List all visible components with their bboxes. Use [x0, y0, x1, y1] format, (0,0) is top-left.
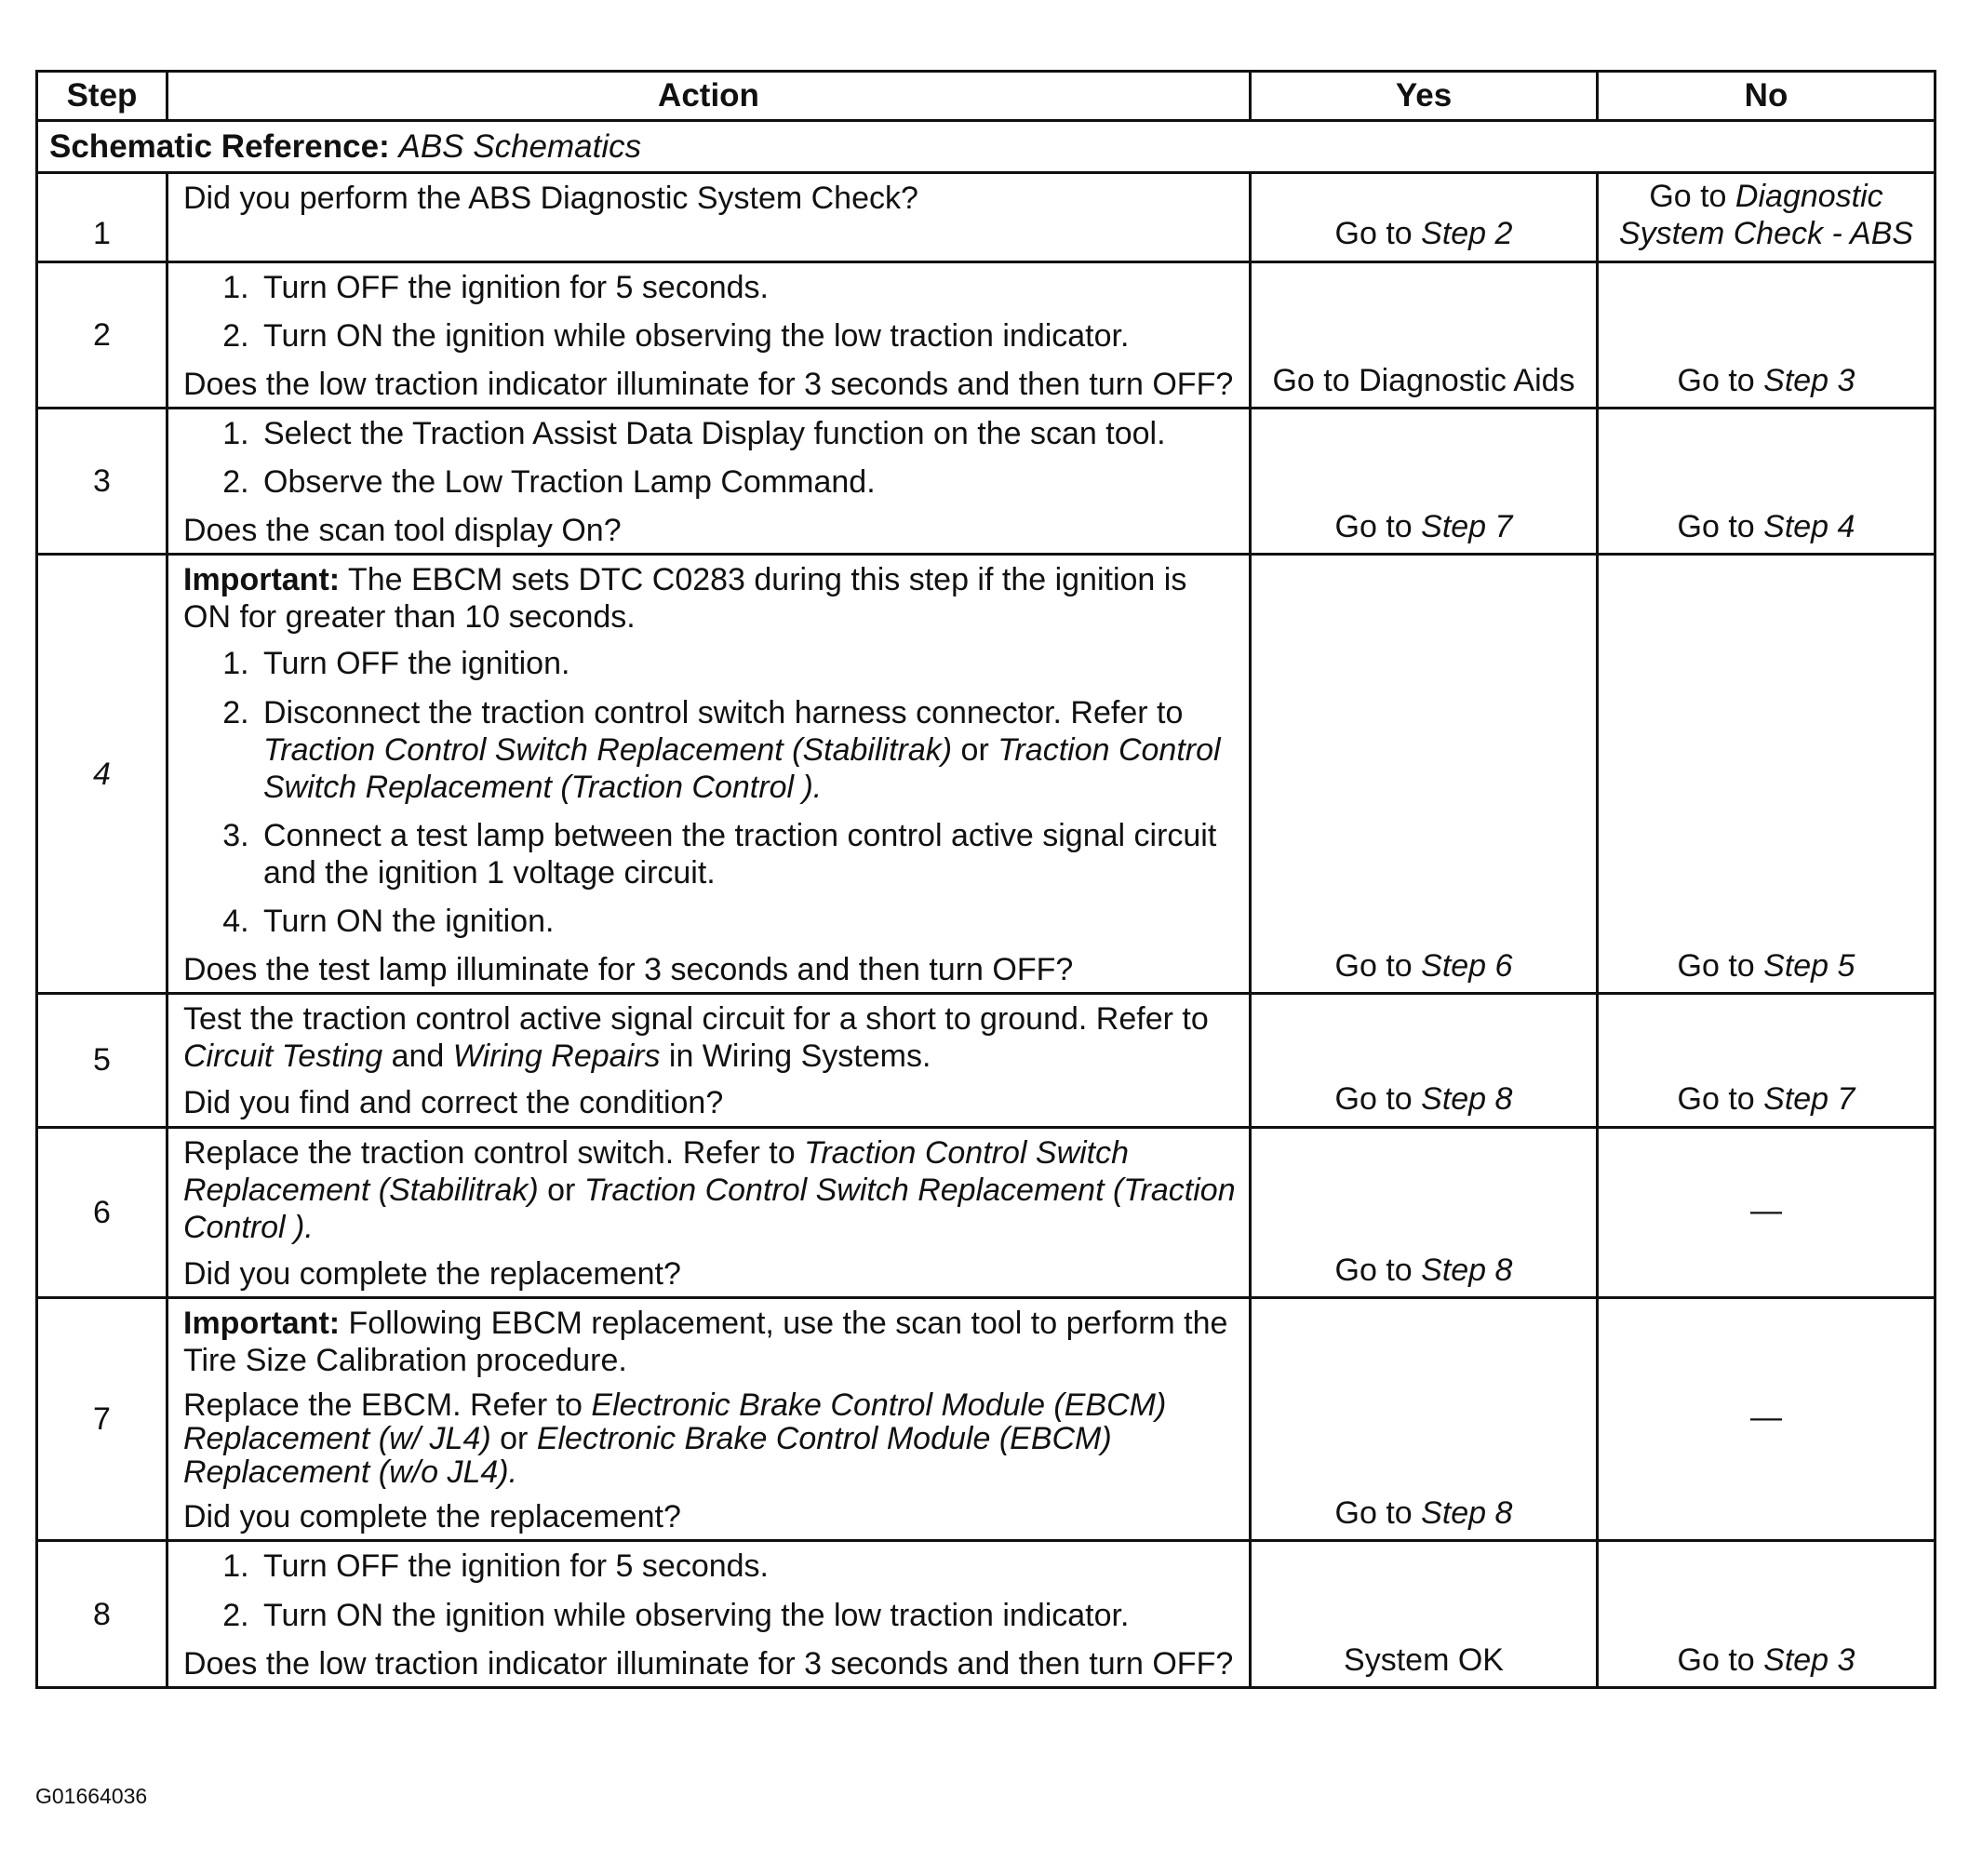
yes-prefix: Go to — [1334, 948, 1422, 985]
no-step-ref: Step 4 — [1763, 509, 1855, 545]
instruction-part: Replace the traction control switch. Refer to — [183, 1134, 805, 1171]
action-step: 1. Turn OFF the ignition for 5 seconds. — [258, 1548, 1241, 1585]
action-step: 2. Turn ON the ignition while observing the low traction indicator. — [258, 317, 1241, 355]
yes-step-ref: Step 8 — [1421, 1495, 1513, 1532]
no-cell — [1598, 408, 1936, 554]
yes-prefix: Go to — [1334, 1252, 1422, 1288]
no-step-ref: Step 5 — [1763, 948, 1855, 985]
no-step-ref: Step 3 — [1763, 1642, 1855, 1678]
no-prefix: Go to — [1649, 179, 1735, 215]
yes-cell — [1251, 1298, 1598, 1541]
step-number: 7 — [37, 1298, 167, 1541]
action-step: 2. Observe the Low Traction Lamp Command. — [258, 463, 1241, 501]
action-step: 1. Select the Traction Assist Data Display function on the scan tool. — [258, 415, 1241, 452]
action-cell — [167, 261, 1251, 408]
no-prefix: Go to — [1677, 362, 1764, 398]
no-prefix: Go to — [1677, 509, 1764, 545]
table-row-step-2 — [37, 261, 1936, 408]
instruction-part: Replace the EBCM. Refer to — [183, 1387, 592, 1424]
question: Did you find and correct the condition? — [183, 1085, 724, 1121]
question: Does the test lamp illuminate for 3 seconds and then turn OFF? — [183, 952, 1074, 988]
yes-step-ref: Step 7 — [1421, 509, 1513, 545]
table-row-step-1 — [37, 173, 1936, 261]
action-step: 1. Turn OFF the ignition for 5 seconds. — [258, 269, 1241, 306]
action-cell — [167, 1298, 1251, 1541]
yes-text: Go to Diagnostic Aids — [1272, 362, 1575, 398]
action-cell — [167, 1127, 1251, 1297]
step-number: 6 — [37, 1127, 167, 1297]
conjunction: or — [952, 731, 998, 768]
procedure-ref-link: Traction Control Switch Replacement (Traction Control ). — [183, 1172, 1236, 1245]
action-cell — [167, 1541, 1251, 1687]
action-step: 3. Connect a test lamp between the traction control active signal circuit and the ignition 1 voltage circuit. — [258, 817, 1241, 891]
yes-step-ref: Step 2 — [1421, 216, 1513, 252]
action-cell — [167, 994, 1251, 1127]
important-note — [183, 1305, 1241, 1379]
important-note — [183, 561, 1241, 636]
question: Did you complete the replacement? — [183, 1499, 681, 1535]
yes-cell — [1251, 1127, 1598, 1297]
no-cell — [1598, 261, 1936, 408]
procedure-ref-link: Traction Control Switch Replacement (Stabilitrak) — [183, 1134, 1130, 1208]
table-row-step-6 — [37, 1127, 1936, 1297]
action-step-text: Disconnect the traction control switch harness connector. Refer to — [263, 694, 1184, 730]
action-steps-list — [183, 1548, 1241, 1633]
action-cell — [167, 555, 1251, 994]
no-step-ref: Step 7 — [1763, 1081, 1855, 1118]
conjunction: or — [490, 1421, 537, 1457]
step-number: 2 — [37, 261, 167, 408]
diagnostic-table — [35, 70, 1936, 1689]
yes-cell — [1251, 994, 1598, 1127]
no-cell — [1598, 1541, 1936, 1687]
action-step: 4. Turn ON the ignition. — [258, 903, 1241, 940]
instruction-part: in Wiring Systems. — [660, 1038, 931, 1075]
step-number: 3 — [37, 408, 167, 554]
procedure-ref-link: Traction Control Switch Replacement (Stabilitrak) — [263, 731, 953, 768]
important-text: The EBCM sets DTC C0283 during this step if the ignition is ON for greater than 10 seconds. — [183, 562, 1187, 636]
question: Did you complete the replacement? — [183, 1255, 681, 1292]
action-steps-list — [183, 415, 1241, 501]
yes-step-ref: Step 6 — [1421, 948, 1513, 985]
header-action: Action — [167, 72, 1251, 121]
no-prefix: Go to — [1677, 1081, 1764, 1118]
yes-cell — [1251, 261, 1598, 408]
header-no: No — [1598, 72, 1936, 121]
yes-prefix: Go to — [1334, 1495, 1422, 1532]
yes-cell — [1251, 173, 1598, 261]
yes-step-ref: Step 8 — [1421, 1252, 1513, 1288]
procedure-ref-link: Electronic Brake Control Module (EBCM) Replacement (w/o JL4). — [183, 1421, 1112, 1491]
procedure-ref-link: Circuit Testing — [183, 1038, 383, 1075]
table-row-step-7 — [37, 1298, 1936, 1541]
action-step: 2. Turn ON the ignition while observing the low traction indicator. — [258, 1597, 1241, 1634]
question: Does the low traction indicator illuminate for 3 seconds and then turn OFF? — [183, 366, 1234, 402]
action-steps-list — [183, 269, 1241, 355]
yes-cell — [1251, 1541, 1598, 1687]
header-step: Step — [37, 72, 167, 121]
conjunction: or — [538, 1172, 584, 1208]
yes-cell — [1251, 555, 1598, 994]
no-prefix: Go to — [1677, 1642, 1764, 1678]
question: Does the scan tool display On? — [183, 513, 622, 549]
step-number: 1 — [37, 173, 167, 261]
table-row-step-8 — [37, 1541, 1936, 1687]
no-cell — [1598, 994, 1936, 1127]
no-prefix: Go to — [1677, 948, 1764, 985]
instruction-text — [183, 1000, 1241, 1075]
schematic-ref-link: ABS Schematics — [398, 128, 642, 165]
no-step-ref: Diagnostic System Check - ABS — [1618, 179, 1914, 252]
table-row-step-3 — [37, 408, 1936, 554]
important-label: Important: — [183, 562, 341, 598]
procedure-ref-link: Traction Control Switch Replacement (Traction Control ). — [263, 731, 1221, 805]
important-text: Following EBCM replacement, use the scan tool to perform the Tire Size Calibration procedure. — [183, 1306, 1228, 1379]
action-steps-list — [183, 645, 1241, 940]
question: Does the low traction indicator illuminate for 3 seconds and then turn OFF? — [183, 1645, 1234, 1682]
action-cell — [167, 173, 1251, 261]
procedure-ref-link: Electronic Brake Control Module (EBCM) Replacement (w/ JL4) — [183, 1387, 1167, 1457]
no-cell — [1598, 173, 1936, 261]
yes-text: System OK — [1344, 1642, 1504, 1678]
action-step: 1. Turn OFF the ignition. — [258, 645, 1241, 682]
question: Did you perform the ABS Diagnostic System Check? — [183, 181, 918, 217]
yes-prefix: Go to — [1334, 509, 1422, 545]
important-label: Important: — [183, 1306, 341, 1342]
table-row-step-4 — [37, 555, 1936, 994]
schematic-reference — [37, 121, 1936, 173]
conjunction: and — [382, 1038, 453, 1075]
header-yes: Yes — [1251, 72, 1598, 121]
step-number: 8 — [37, 1541, 167, 1687]
instruction-text — [183, 1388, 1241, 1489]
step-number: 5 — [37, 994, 167, 1127]
header-row — [37, 72, 1936, 121]
figure-id: G01664036 — [35, 1784, 148, 1808]
schematic-label: Schematic Reference: — [49, 128, 390, 165]
yes-prefix: Go to — [1334, 216, 1422, 252]
action-cell — [167, 408, 1251, 554]
instruction-part: Test the traction control active signal circuit for a short to ground. Refer to — [183, 1001, 1209, 1038]
schematic-reference-row — [37, 121, 1936, 173]
procedure-ref-link: Wiring Repairs — [452, 1038, 661, 1075]
no-cell-dash: — — [1598, 1127, 1936, 1297]
no-step-ref: Step 3 — [1763, 362, 1855, 398]
action-step — [258, 694, 1241, 806]
yes-prefix: Go to — [1334, 1081, 1422, 1118]
no-cell — [1598, 555, 1936, 994]
yes-cell — [1251, 408, 1598, 554]
step-number: 4 — [37, 555, 167, 994]
yes-step-ref: Step 8 — [1421, 1081, 1513, 1118]
table-row-step-5 — [37, 994, 1936, 1127]
no-cell-dash: — — [1598, 1298, 1936, 1541]
instruction-text — [183, 1134, 1241, 1246]
